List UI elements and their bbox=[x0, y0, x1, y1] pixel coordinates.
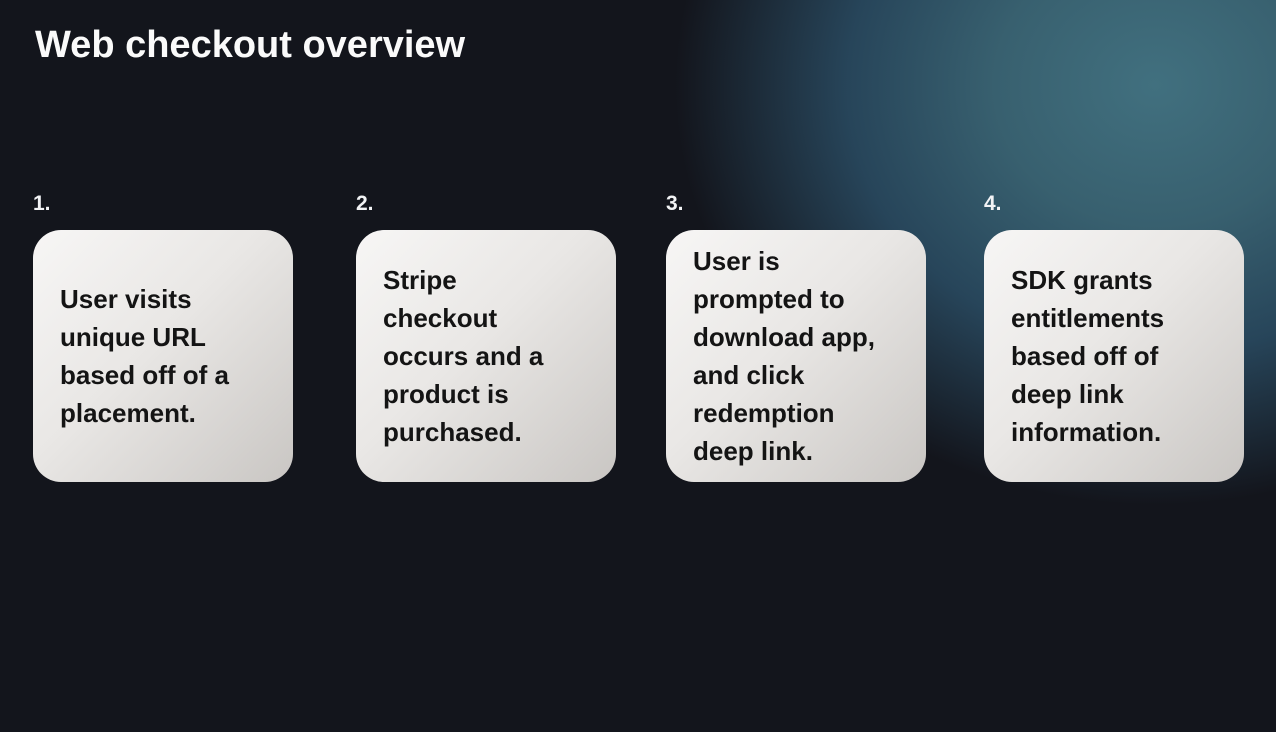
text-line: User is bbox=[693, 246, 780, 276]
step-4-card bbox=[984, 230, 1244, 482]
text-line: and click bbox=[693, 360, 805, 390]
step-4 bbox=[984, 192, 1244, 482]
step-3-card bbox=[666, 230, 926, 482]
text-line: redemption bbox=[693, 398, 835, 428]
text-line: prompted to bbox=[693, 284, 845, 314]
text-line: occurs and a bbox=[383, 341, 544, 371]
text-line: entitlements bbox=[1011, 303, 1165, 333]
step-2 bbox=[356, 192, 616, 482]
step-4-number: 4. bbox=[984, 192, 1002, 215]
text-line: download app, bbox=[693, 322, 875, 352]
step-3 bbox=[666, 192, 926, 482]
step-2-number: 2. bbox=[356, 192, 374, 215]
step-1-number: 1. bbox=[33, 192, 51, 215]
text-line: product is bbox=[383, 379, 509, 409]
text-line: deep link bbox=[1011, 379, 1124, 409]
text-line: deep link. bbox=[693, 436, 813, 466]
text-line: User visits bbox=[60, 284, 192, 314]
text-line: SDK grants bbox=[1011, 265, 1153, 295]
step-2-text bbox=[383, 261, 543, 451]
text-line: based off of a bbox=[60, 360, 230, 390]
step-2-card bbox=[356, 230, 616, 482]
text-line: purchased. bbox=[383, 417, 522, 447]
text-line: checkout bbox=[383, 303, 498, 333]
step-1 bbox=[33, 192, 293, 482]
text-line: placement. bbox=[60, 398, 196, 428]
page-title: Web checkout overview bbox=[35, 24, 466, 66]
text-line: information. bbox=[1011, 417, 1162, 447]
text-line: Stripe bbox=[383, 265, 457, 295]
step-3-number: 3. bbox=[666, 192, 684, 215]
step-1-text bbox=[60, 280, 229, 432]
text-line: based off of bbox=[1011, 341, 1159, 371]
step-4-text bbox=[1011, 261, 1164, 451]
step-3-text bbox=[693, 242, 875, 470]
step-1-card bbox=[33, 230, 293, 482]
text-line: unique URL bbox=[60, 322, 206, 352]
